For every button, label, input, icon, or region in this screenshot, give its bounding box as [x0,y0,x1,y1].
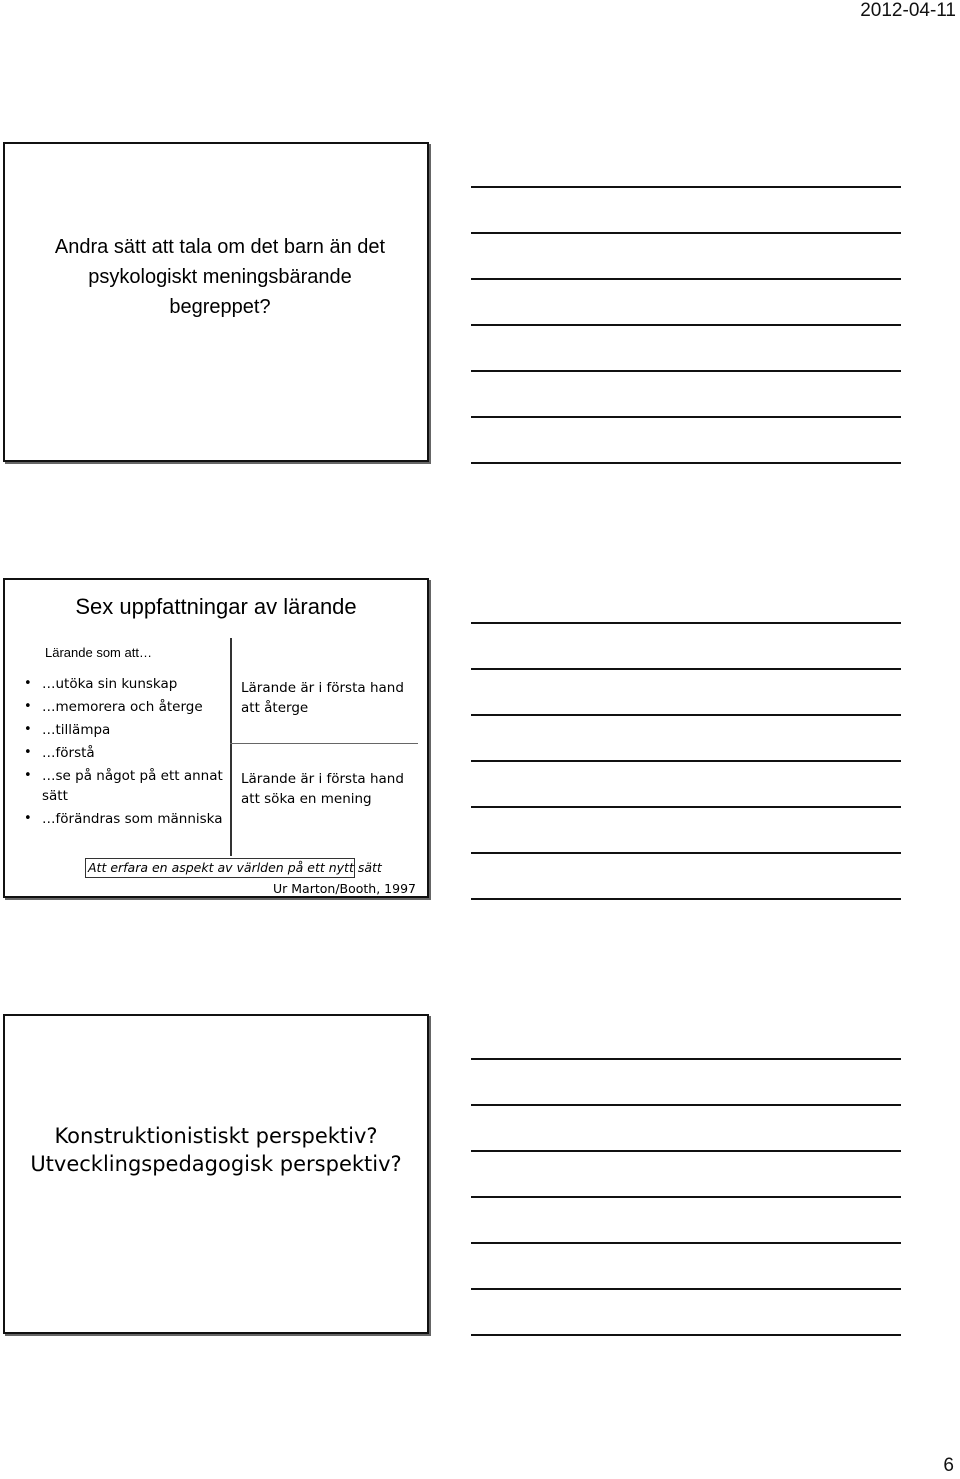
list-item-text: …förändras som människa [42,811,223,827]
notes-lines-2 [471,622,901,944]
list-item [22,766,232,806]
note-line [471,806,901,808]
note-line [471,1242,901,1244]
note-line [471,668,901,670]
bullet-icon: • [24,768,32,783]
quote-source: Ur Marton/Booth, 1997 [273,881,416,896]
notes-lines-3 [471,1058,901,1380]
note-line [471,760,901,762]
bullet-icon: • [24,745,32,760]
bullet-icon: • [24,811,32,826]
note-line [471,278,901,280]
note-line [471,232,901,234]
page-number: 6 [943,1455,954,1476]
slide-2-intro: Lärande som att… [45,645,152,660]
list-item [22,720,232,740]
bullet-icon: • [24,699,32,714]
list-item [22,697,232,717]
note-line [471,1334,901,1336]
list-item [22,674,232,694]
slide-3 [3,1014,429,1334]
note-line [471,370,901,372]
bullet-icon: • [24,676,32,691]
slide-3-text [5,1122,427,1178]
list-item-text: …tillämpa [42,722,111,738]
slide-3-line-2: Utvecklingspedagogisk perspektiv? [30,1152,402,1176]
definition-reproduce: Lärande är i första hand att återge [241,680,404,716]
note-line [471,1196,901,1198]
note-line [471,462,901,464]
note-line [471,324,901,326]
list-item-text: …memorera och återge [42,699,203,715]
header-date: 2012-04-11 [860,0,956,21]
note-line [471,714,901,716]
note-line [471,852,901,854]
vertical-divider [230,638,232,856]
learning-conceptions-list [22,674,232,832]
note-line [471,1058,901,1060]
bullet-icon: • [24,722,32,737]
note-line [471,1288,901,1290]
slide-2-title: Sex uppfattningar av lärande [75,594,357,619]
note-line [471,1150,901,1152]
slide-2 [3,578,429,898]
note-line [471,416,901,418]
list-item-text: …förstå [42,745,95,761]
definition-seek-meaning: Lärande är i första hand att söka en mening [241,771,404,807]
notes-lines-1 [471,186,901,508]
slide-1-question: Andra sätt att tala om det barn än det psykologiskt meningsbärande begreppet? [54,236,386,318]
list-item [22,809,232,829]
note-line [471,898,901,900]
list-item-text: …utöka sin kunskap [42,676,178,692]
slide-3-line-1: Konstruktionistiskt perspektiv? [54,1124,378,1148]
quote-box: Att erfara en aspekt av världen på ett nytt sätt [85,858,355,878]
note-line [471,622,901,624]
horizontal-divider [230,743,418,744]
slide-1 [3,142,429,462]
list-item-text: …se på något på ett annat sätt [42,768,223,804]
list-item [22,743,232,763]
note-line [471,1104,901,1106]
note-line [471,186,901,188]
